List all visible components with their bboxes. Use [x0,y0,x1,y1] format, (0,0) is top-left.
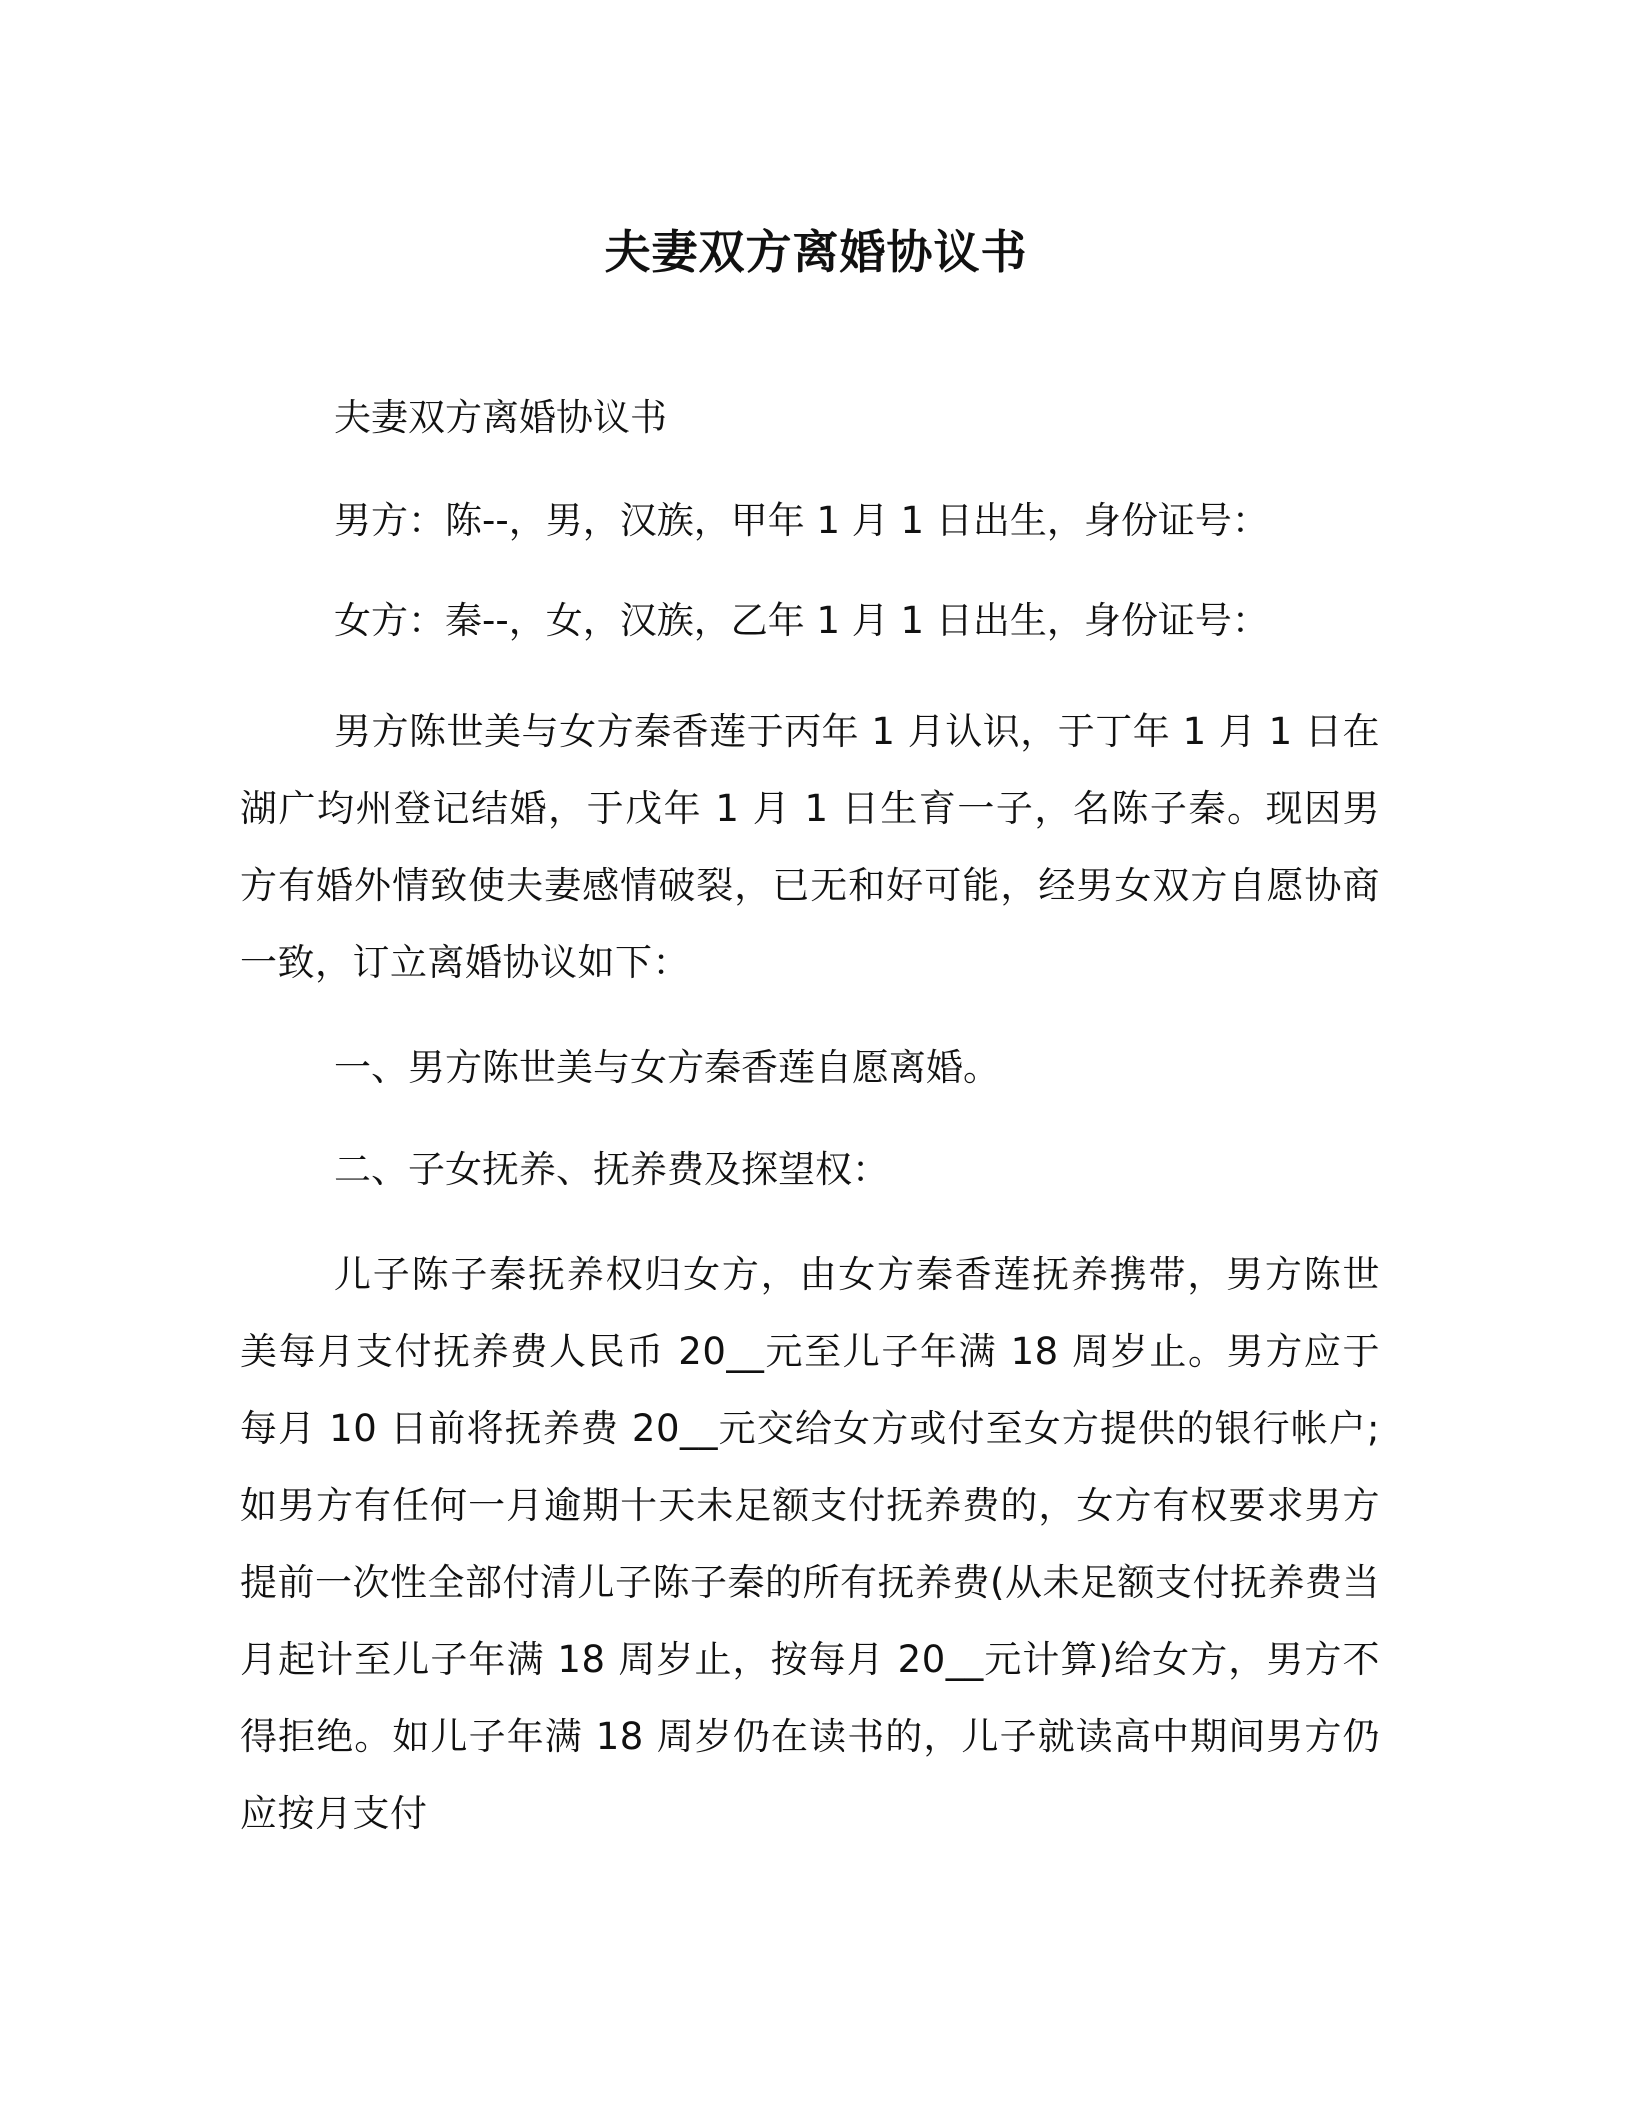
male-party-info: 男方：陈--，男，汉族，甲年 1 月 1 日出生，身份证号： [334,499,1269,542]
clause-2-heading: 二、子女抚养、抚养费及探望权： [334,1148,889,1191]
document-subtitle: 夫妻双方离婚协议书 [334,396,667,439]
clause-1: 一、男方陈世美与女方秦香莲自愿离婚。 [334,1046,1000,1089]
female-party-info: 女方：秦--，女，汉族，乙年 1 月 1 日出生，身份证号： [334,599,1269,642]
intro-paragraph: 男方陈世美与女方秦香莲于丙年 1 月认识，于丁年 1 月 1 日在湖广均州登记结婚，于戊年 1 月 1 日生育一子，名陈子秦。现因男方有婚外情致使夫妻感情破裂，已无和好可能，经男女双方自愿协商一致，订立离婚协议如下： [240,710,1380,984]
clause-2-body: 儿子陈子秦抚养权归女方，由女方秦香莲抚养携带，男方陈世美每月支付抚养费人民币 20__元至儿子年满 18 周岁止。男方应于每月 10 日前将抚养费 20__元交给女方或付至女方提供的银行帐户;如男方有任何一月逾期十天未足额支付抚养费的，女方有权要求男方提前一次性全部付清儿子陈子秦的所有抚养费(从未足额支付抚养费当月起计至儿子年满 18 周岁止，按每月 20__元计算)给女方，男方不得拒绝。如儿子年满 18 周岁仍在读书的，儿子就读高中期间男方仍应按月支付 [240,1253,1380,1835]
document-title: 夫妻双方离婚协议书 [604,225,1028,279]
